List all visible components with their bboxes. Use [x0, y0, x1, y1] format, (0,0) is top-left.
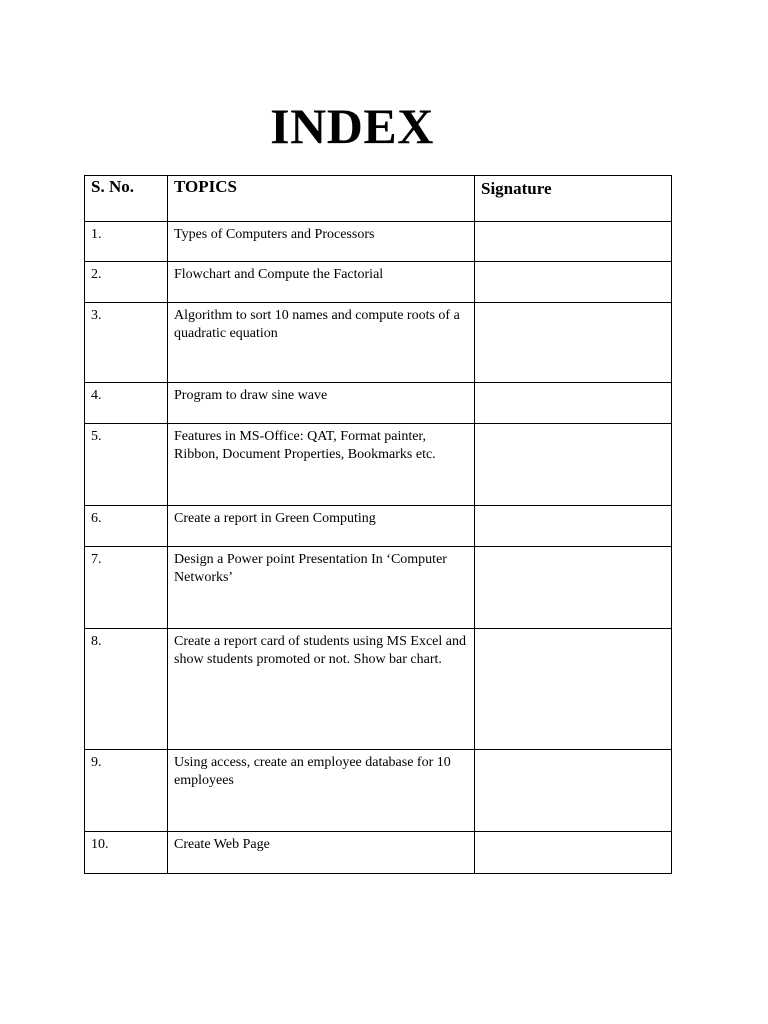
sno-cell	[85, 629, 168, 750]
sno-text: 9.	[91, 755, 102, 770]
signature-cell	[475, 222, 672, 262]
table-row	[85, 832, 672, 874]
table-row	[85, 424, 672, 506]
sno-cell	[85, 547, 168, 629]
signature-cell	[475, 547, 672, 629]
signature-cell	[475, 832, 672, 874]
signature-cell	[475, 750, 672, 832]
sno-text: 7.	[91, 552, 102, 567]
topic-text: Types of Computers and Processors	[174, 227, 375, 242]
sno-text: 6.	[91, 511, 102, 526]
topic-text: Design a Power point Presentation In ‘Computer Networks’	[174, 552, 447, 585]
signature-cell	[475, 262, 672, 303]
topic-cell	[168, 506, 475, 547]
sno-text: 1.	[91, 227, 102, 242]
table-row	[85, 547, 672, 629]
topic-text: Flowchart and Compute the Factorial	[174, 267, 384, 282]
signature-text	[475, 629, 671, 633]
signature-cell	[475, 383, 672, 424]
sno-cell	[85, 750, 168, 832]
header-sno-label: S. No.	[91, 177, 134, 196]
header-signature-label: Signature	[481, 179, 552, 198]
topic-cell	[168, 629, 475, 750]
signature-text	[475, 383, 671, 387]
topic-text: Program to draw sine wave	[174, 388, 328, 403]
table-row	[85, 383, 672, 424]
sno-text: 8.	[91, 634, 102, 649]
header-topics-label: TOPICS	[174, 177, 237, 196]
topic-text: Algorithm to sort 10 names and compute roots of a quadratic equation	[174, 308, 460, 341]
topic-text: Create Web Page	[174, 837, 270, 852]
table-row	[85, 506, 672, 547]
signature-cell	[475, 303, 672, 383]
header-signature	[475, 176, 672, 222]
sno-cell	[85, 222, 168, 262]
topic-cell	[168, 424, 475, 506]
sno-cell	[85, 424, 168, 506]
signature-text	[475, 262, 671, 266]
signature-cell	[475, 629, 672, 750]
sno-cell	[85, 303, 168, 383]
topic-text: Features in MS-Office: QAT, Format painter, Ribbon, Document Properties, Bookmarks etc.	[174, 429, 436, 462]
sno-text: 10.	[91, 837, 109, 852]
topic-text: Create a report in Green Computing	[174, 511, 376, 526]
signature-text	[475, 303, 671, 307]
sno-cell	[85, 262, 168, 303]
table-header-row	[85, 176, 672, 222]
sno-cell	[85, 832, 168, 874]
topic-cell	[168, 750, 475, 832]
signature-text	[475, 222, 671, 226]
table-row	[85, 629, 672, 750]
table-row	[85, 262, 672, 303]
sno-text: 4.	[91, 388, 102, 403]
page-title: INDEX	[270, 98, 434, 154]
sno-text: 3.	[91, 308, 102, 323]
signature-text	[475, 832, 671, 836]
signature-text	[475, 547, 671, 551]
topic-cell	[168, 222, 475, 262]
sno-cell	[85, 383, 168, 424]
signature-text	[475, 506, 671, 510]
topic-text: Create a report card of students using MS Excel and show students promoted or not. Show bar chart.	[174, 634, 466, 667]
signature-text	[475, 750, 671, 754]
sno-text: 5.	[91, 429, 102, 444]
header-topics	[168, 176, 475, 222]
topic-cell	[168, 262, 475, 303]
topic-cell	[168, 383, 475, 424]
sno-cell	[85, 506, 168, 547]
topic-text: Using access, create an employee database for 10 employees	[174, 755, 451, 788]
table-row	[85, 303, 672, 383]
topic-cell	[168, 303, 475, 383]
topic-cell	[168, 547, 475, 629]
topic-cell	[168, 832, 475, 874]
table-row	[85, 222, 672, 262]
signature-cell	[475, 424, 672, 506]
signature-text	[475, 424, 671, 428]
sno-text: 2.	[91, 267, 102, 282]
index-table	[84, 175, 672, 874]
table-row	[85, 750, 672, 832]
signature-cell	[475, 506, 672, 547]
header-sno	[85, 176, 168, 222]
